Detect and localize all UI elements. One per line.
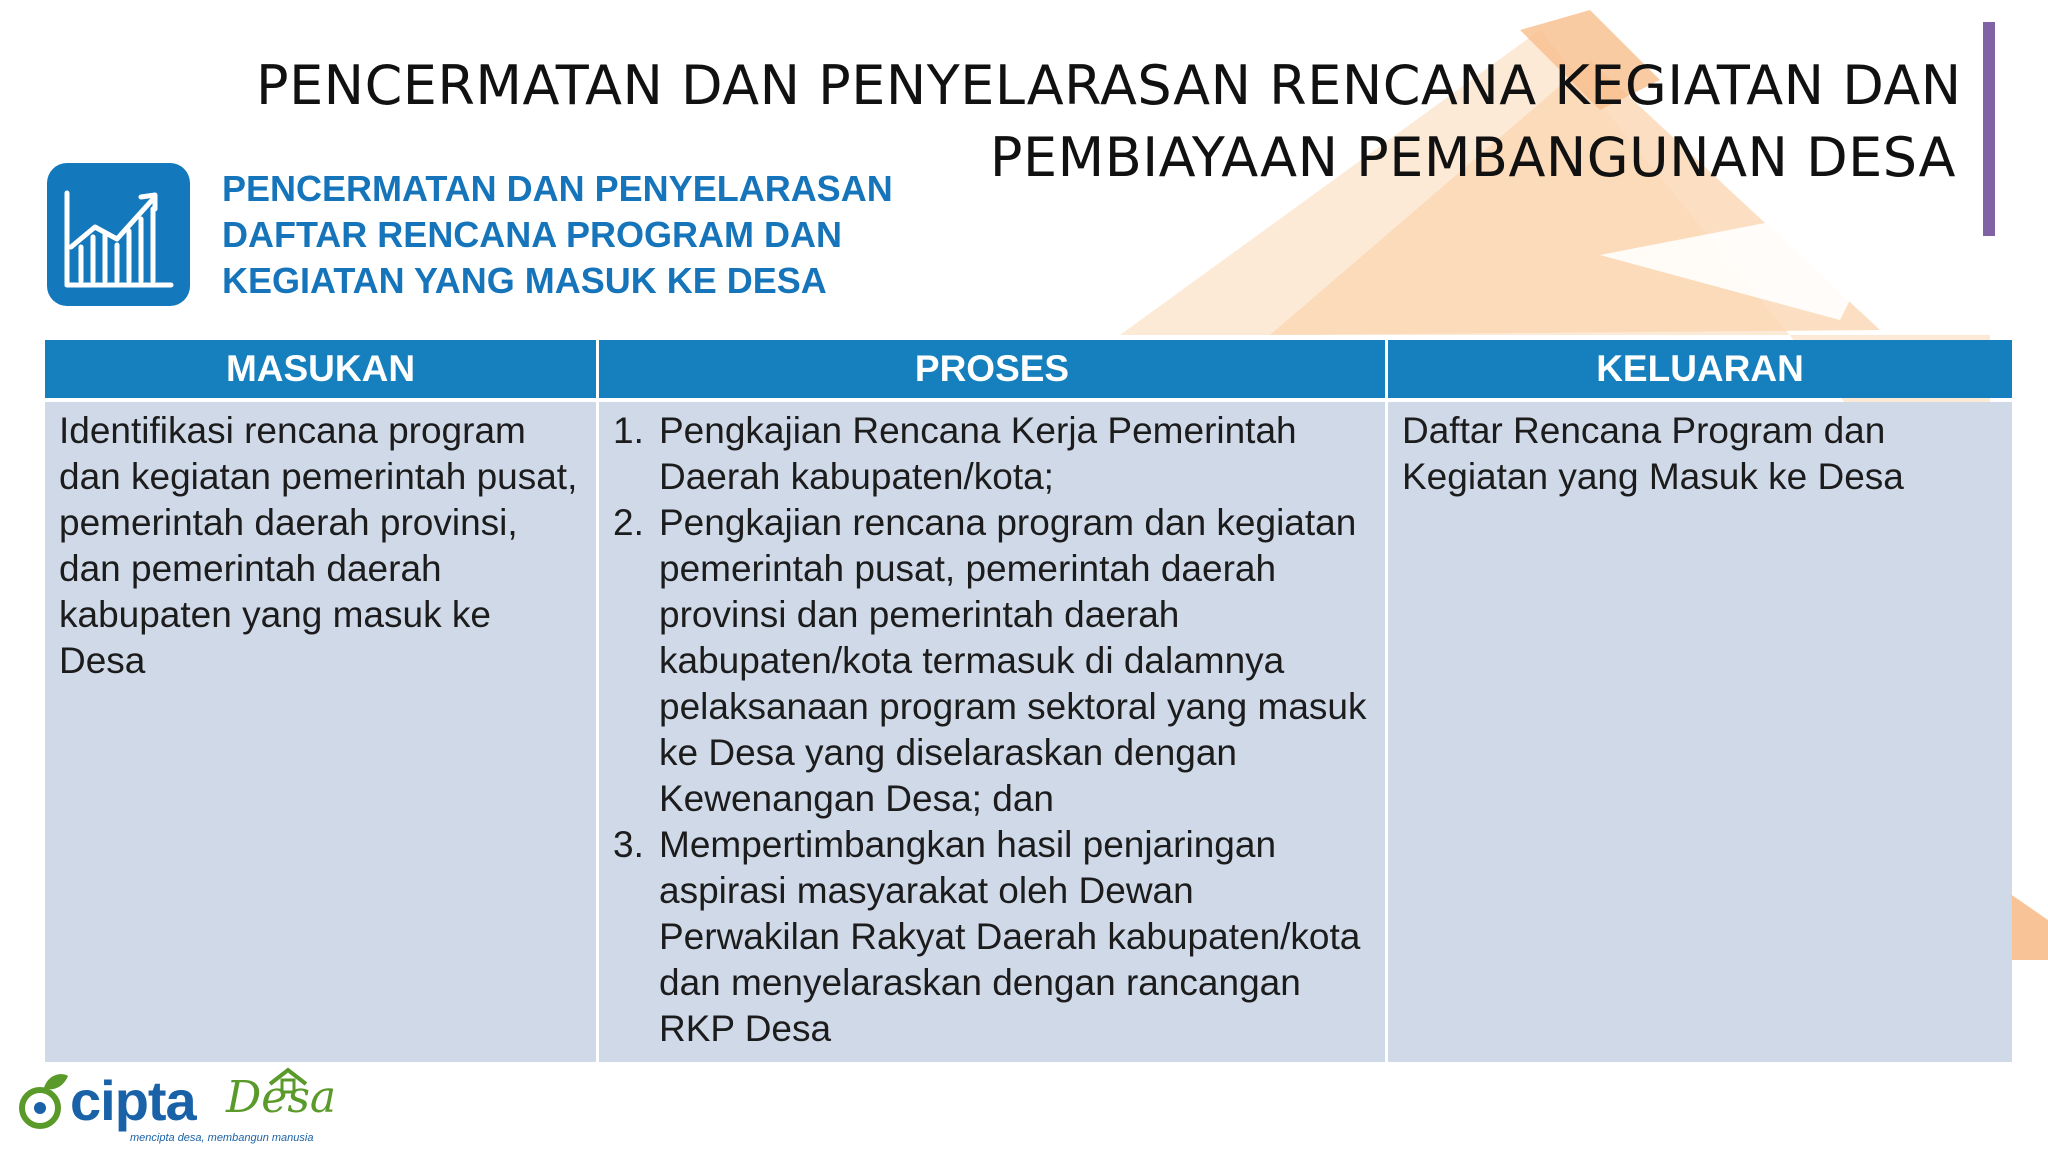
ciptadesa-logo xyxy=(14,1066,337,1146)
table-row xyxy=(45,402,2012,1062)
proses-step-1 xyxy=(613,408,1371,500)
step-number: 1. xyxy=(613,410,644,451)
step-text: Pengkajian Rencana Kerja Pemerintah Daerah kabupaten/kota; xyxy=(659,410,1297,497)
step-number: 3. xyxy=(613,824,644,865)
step-text: Mempertimbangkan hasil penjaringan aspirasi masyarakat oleh Dewan Perwakilan Rakyat Daerah kabupaten/kota dan menyelaraskan dengan rancangan RKP Desa xyxy=(659,824,1361,1049)
logo-wordmark: cipta xyxy=(70,1069,196,1132)
step-number: 2. xyxy=(613,502,644,543)
masukan-cell xyxy=(45,402,596,1062)
keluaran-cell xyxy=(1388,402,2012,1062)
leaf-icon xyxy=(14,1070,74,1140)
section-subtitle-line-1: PENCERMATAN DAN PENYELARASAN xyxy=(222,168,893,209)
step-text: Pengkajian rencana program dan kegiatan pemerintah pusat, pemerintah daerah provinsi dan pemerintah daerah kabupaten/kota termasuk di dalamnya pelaksanaan program sektoral yang masuk ke Desa yang diselaraskan dengan Kewenangan Desa; dan xyxy=(659,502,1367,819)
header-keluaran: KELUARAN xyxy=(1388,340,2012,398)
header-masukan: MASUKAN xyxy=(45,340,596,398)
growth-chart-icon xyxy=(47,163,190,306)
proses-list xyxy=(613,408,1371,1052)
process-table xyxy=(42,336,2015,1066)
section-subtitle-line-3: KEGIATAN YANG MASUK KE DESA xyxy=(222,260,827,301)
masukan-text: Identifikasi rencana program dan kegiatan pemerintah pusat, pemerintah daerah provinsi, dan pemerintah daerah kabupaten yang masuk ke Desa xyxy=(59,410,578,681)
slide-title-line-2: PEMBIAYAAN PEMBANGUNAN DESA xyxy=(989,126,1956,189)
logo-script: Desa xyxy=(226,1072,337,1123)
keluaran-text: Daftar Rencana Program dan Kegiatan yang Masuk ke Desa xyxy=(1402,410,1904,497)
header-proses: PROSES xyxy=(599,340,1385,398)
proses-step-2 xyxy=(613,500,1371,822)
section-subtitle-line-2: DAFTAR RENCANA PROGRAM DAN xyxy=(222,214,842,255)
proses-cell xyxy=(599,402,1385,1062)
table-header-row xyxy=(45,340,2012,398)
proses-step-3 xyxy=(613,822,1371,1052)
slide-title-line-1: PENCERMATAN DAN PENYELARASAN RENCANA KEGIATAN DAN xyxy=(256,54,1962,117)
accent-bar xyxy=(1983,22,1995,236)
section-subtitle xyxy=(222,166,982,304)
logo-tagline: mencipta desa, membangun manusia xyxy=(130,1132,314,1144)
house-icon xyxy=(268,1066,308,1096)
